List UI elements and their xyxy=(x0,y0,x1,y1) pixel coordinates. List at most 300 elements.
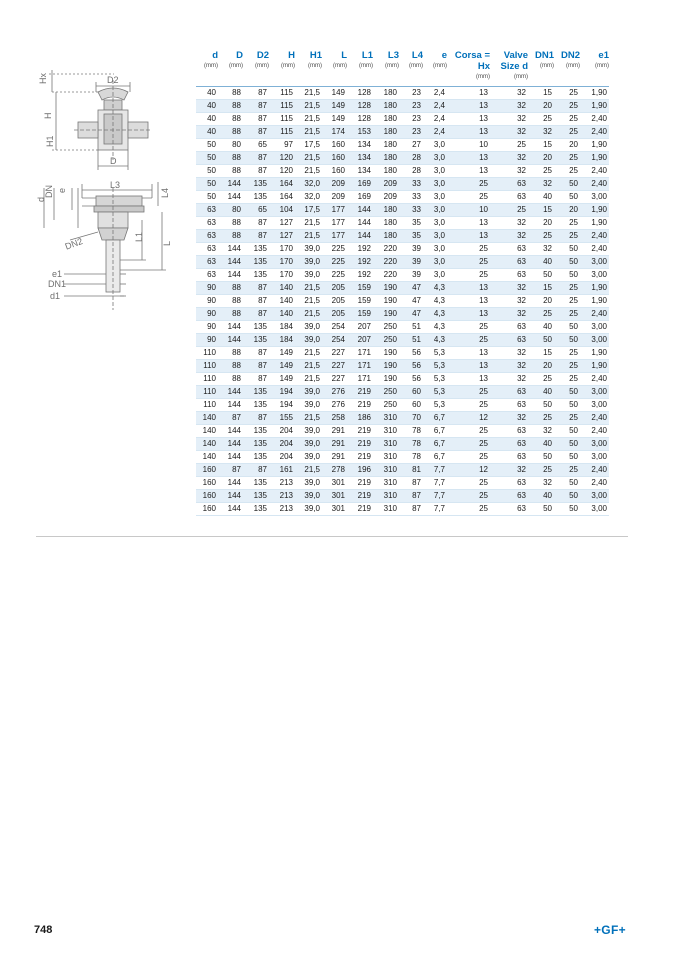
column-name: DN2 xyxy=(560,50,580,61)
column-unit: (mm) xyxy=(433,63,447,69)
column-unit: (mm) xyxy=(255,63,269,69)
table-cell: 135 xyxy=(243,320,269,333)
table-cell: 60 xyxy=(399,398,423,411)
table-cell: 134 xyxy=(347,138,373,151)
table-cell: 50 xyxy=(554,190,580,203)
table-cell: 115 xyxy=(269,125,295,138)
table-cell: 140 xyxy=(196,424,218,437)
table-cell: 180 xyxy=(373,125,399,138)
table-cell: 20 xyxy=(528,294,554,307)
table-cell: 144 xyxy=(218,177,243,190)
table-cell: 87 xyxy=(218,463,243,476)
table-cell: 87 xyxy=(243,359,269,372)
table-cell: 204 xyxy=(269,437,295,450)
table-cell: 2,40 xyxy=(580,125,609,138)
table-cell: 204 xyxy=(269,450,295,463)
table-cell: 90 xyxy=(196,307,218,320)
table-cell: 144 xyxy=(218,476,243,489)
table-cell: 21,5 xyxy=(295,151,322,164)
table-cell: 87 xyxy=(243,307,269,320)
table-cell: 40 xyxy=(196,112,218,125)
table-cell: 12 xyxy=(447,411,490,424)
table-cell: 250 xyxy=(373,398,399,411)
table-cell: 50 xyxy=(196,164,218,177)
table-cell: 180 xyxy=(373,229,399,242)
table-cell: 135 xyxy=(243,398,269,411)
table-cell: 39,0 xyxy=(295,489,322,502)
table-cell: 35 xyxy=(399,216,423,229)
table-cell: 25 xyxy=(528,164,554,177)
table-cell: 7,7 xyxy=(423,489,447,502)
table-cell: 88 xyxy=(218,372,243,385)
table-cell: 23 xyxy=(399,112,423,125)
table-cell: 169 xyxy=(347,177,373,190)
table-cell: 2,4 xyxy=(423,99,447,112)
column-unit: (mm) xyxy=(540,63,554,69)
table-cell: 174 xyxy=(322,125,347,138)
table-cell: 87 xyxy=(243,411,269,424)
table-cell: 63 xyxy=(490,333,528,346)
table-cell: 1,90 xyxy=(580,216,609,229)
table-cell: 135 xyxy=(243,424,269,437)
table-cell: 2,40 xyxy=(580,229,609,242)
table-cell: 87 xyxy=(243,372,269,385)
column-name: L1 xyxy=(361,50,373,61)
table-cell: 291 xyxy=(322,424,347,437)
table-cell: 20 xyxy=(554,203,580,216)
column-unit: (mm) xyxy=(409,63,423,69)
table-cell: 180 xyxy=(373,138,399,151)
table-cell: 110 xyxy=(196,346,218,359)
table-cell: 190 xyxy=(373,372,399,385)
table-cell: 39,0 xyxy=(295,255,322,268)
table-row xyxy=(196,450,609,463)
table-cell: 17,5 xyxy=(295,203,322,216)
table-cell: 177 xyxy=(322,229,347,242)
table-cell: 88 xyxy=(218,359,243,372)
table-cell: 50 xyxy=(554,450,580,463)
table-cell: 144 xyxy=(218,242,243,255)
table-cell: 25 xyxy=(447,476,490,489)
table-cell: 40 xyxy=(528,320,554,333)
table-cell: 39,0 xyxy=(295,268,322,281)
table-cell: 35 xyxy=(399,229,423,242)
table-cell: 97 xyxy=(269,138,295,151)
table-cell: 13 xyxy=(447,125,490,138)
table-cell: 3,0 xyxy=(423,255,447,268)
table-cell: 135 xyxy=(243,450,269,463)
table-cell: 3,0 xyxy=(423,242,447,255)
table-cell: 32 xyxy=(490,125,528,138)
table-cell: 1,90 xyxy=(580,138,609,151)
table-cell: 2,40 xyxy=(580,463,609,476)
table-cell: 32 xyxy=(490,112,528,125)
table-cell: 180 xyxy=(373,203,399,216)
table-cell: 110 xyxy=(196,359,218,372)
table-cell: 135 xyxy=(243,502,269,515)
table-row xyxy=(196,242,609,255)
table-cell: 180 xyxy=(373,112,399,125)
table-cell: 88 xyxy=(218,164,243,177)
table-cell: 32 xyxy=(528,125,554,138)
table-cell: 25 xyxy=(554,411,580,424)
table-cell: 40 xyxy=(196,125,218,138)
table-cell: 2,40 xyxy=(580,177,609,190)
table-row xyxy=(196,138,609,151)
label-dn: DN xyxy=(44,185,54,198)
column-unit: (mm) xyxy=(514,74,528,80)
column-unit: (mm) xyxy=(204,63,218,69)
table-cell: 160 xyxy=(196,502,218,515)
table-cell: 205 xyxy=(322,281,347,294)
table-cell: 13 xyxy=(447,281,490,294)
table-cell: 15 xyxy=(528,203,554,216)
table-cell: 2,40 xyxy=(580,164,609,177)
table-cell: 10 xyxy=(447,138,490,151)
column-name: Valve xyxy=(503,50,528,61)
table-cell: 40 xyxy=(528,190,554,203)
table-cell: 1,90 xyxy=(580,346,609,359)
table-cell: 140 xyxy=(196,450,218,463)
table-cell: 13 xyxy=(447,372,490,385)
table-cell: 190 xyxy=(373,346,399,359)
table-cell: 190 xyxy=(373,307,399,320)
table-cell: 144 xyxy=(218,450,243,463)
table-cell: 13 xyxy=(447,216,490,229)
table-cell: 63 xyxy=(196,216,218,229)
table-cell: 25 xyxy=(447,320,490,333)
table-cell: 144 xyxy=(218,320,243,333)
table-header-row xyxy=(196,49,609,86)
table-cell: 196 xyxy=(347,463,373,476)
table-cell: 171 xyxy=(347,346,373,359)
table-cell: 88 xyxy=(218,216,243,229)
table-cell: 144 xyxy=(218,437,243,450)
table-row xyxy=(196,125,609,138)
table-cell: 159 xyxy=(347,281,373,294)
table-cell: 3,0 xyxy=(423,229,447,242)
table-cell: 50 xyxy=(554,437,580,450)
table-cell: 3,00 xyxy=(580,437,609,450)
table-row xyxy=(196,359,609,372)
table-cell: 25 xyxy=(447,385,490,398)
table-cell: 1,90 xyxy=(580,86,609,99)
table-cell: 39,0 xyxy=(295,242,322,255)
table-cell: 186 xyxy=(347,411,373,424)
table-cell: 20 xyxy=(528,151,554,164)
table-cell: 78 xyxy=(399,424,423,437)
column-name: L4 xyxy=(411,50,423,61)
table-cell: 21,5 xyxy=(295,99,322,112)
table-cell: 160 xyxy=(322,138,347,151)
table-cell: 1,90 xyxy=(580,281,609,294)
table-cell: 135 xyxy=(243,190,269,203)
table-cell: 135 xyxy=(243,489,269,502)
table-cell: 50 xyxy=(528,502,554,515)
table-cell: 20 xyxy=(528,99,554,112)
table-cell: 209 xyxy=(373,177,399,190)
table-cell: 47 xyxy=(399,294,423,307)
table-cell: 50 xyxy=(554,333,580,346)
table-cell: 50 xyxy=(554,268,580,281)
table-cell: 2,40 xyxy=(580,242,609,255)
column-name: Corsa = xyxy=(454,50,490,61)
table-row xyxy=(196,99,609,112)
table-cell: 160 xyxy=(196,476,218,489)
table-cell: 25 xyxy=(447,398,490,411)
table-cell: 60 xyxy=(399,385,423,398)
table-row xyxy=(196,463,609,476)
table-cell: 87 xyxy=(243,164,269,177)
table-cell: 104 xyxy=(269,203,295,216)
table-cell: 3,00 xyxy=(580,333,609,346)
table-cell: 6,7 xyxy=(423,411,447,424)
table-cell: 220 xyxy=(373,242,399,255)
table-cell: 3,0 xyxy=(423,164,447,177)
table-cell: 25 xyxy=(447,502,490,515)
table-row xyxy=(196,203,609,216)
table-cell: 25 xyxy=(447,333,490,346)
table-cell: 39,0 xyxy=(295,320,322,333)
table-cell: 2,4 xyxy=(423,112,447,125)
column-unit: (mm) xyxy=(385,63,399,69)
table-cell: 39,0 xyxy=(295,385,322,398)
table-cell: 25 xyxy=(528,112,554,125)
table-cell: 25 xyxy=(528,229,554,242)
table-cell: 87 xyxy=(243,281,269,294)
table-cell: 15 xyxy=(528,86,554,99)
table-cell: 184 xyxy=(269,333,295,346)
table-row xyxy=(196,177,609,190)
table-row xyxy=(196,151,609,164)
table-cell: 7,7 xyxy=(423,463,447,476)
table-cell: 13 xyxy=(447,151,490,164)
table-cell: 164 xyxy=(269,190,295,203)
table-cell: 13 xyxy=(447,346,490,359)
column-header xyxy=(196,49,218,86)
table-cell: 32 xyxy=(490,99,528,112)
table-cell: 27 xyxy=(399,138,423,151)
table-cell: 6,7 xyxy=(423,450,447,463)
column-unit: (mm) xyxy=(359,63,373,69)
table-cell: 88 xyxy=(218,86,243,99)
table-cell: 2,40 xyxy=(580,424,609,437)
table-cell: 301 xyxy=(322,489,347,502)
table-cell: 5,3 xyxy=(423,372,447,385)
table-cell: 135 xyxy=(243,437,269,450)
label-dn2: DN2 xyxy=(63,236,85,252)
table-cell: 3,0 xyxy=(423,190,447,203)
table-cell: 140 xyxy=(269,281,295,294)
table-cell: 128 xyxy=(347,112,373,125)
table-cell: 40 xyxy=(528,489,554,502)
table-cell: 50 xyxy=(554,424,580,437)
table-cell: 310 xyxy=(373,450,399,463)
table-cell: 127 xyxy=(269,216,295,229)
table-cell: 144 xyxy=(347,229,373,242)
table-row xyxy=(196,398,609,411)
table-cell: 171 xyxy=(347,359,373,372)
table-cell: 219 xyxy=(347,437,373,450)
table-cell: 135 xyxy=(243,268,269,281)
column-name: L xyxy=(341,50,347,61)
table-cell: 32 xyxy=(490,411,528,424)
table-cell: 1,90 xyxy=(580,151,609,164)
table-cell: 144 xyxy=(347,203,373,216)
table-cell: 155 xyxy=(269,411,295,424)
table-cell: 25 xyxy=(447,489,490,502)
table-cell: 63 xyxy=(490,320,528,333)
table-cell: 227 xyxy=(322,346,347,359)
table-cell: 169 xyxy=(347,190,373,203)
column-header xyxy=(269,49,295,86)
table-cell: 13 xyxy=(447,99,490,112)
valve-dimension-drawing xyxy=(34,70,192,320)
table-cell: 4,3 xyxy=(423,333,447,346)
table-cell: 25 xyxy=(554,359,580,372)
table-cell: 13 xyxy=(447,164,490,177)
table-cell: 3,00 xyxy=(580,268,609,281)
table-cell: 110 xyxy=(196,398,218,411)
table-cell: 4,3 xyxy=(423,294,447,307)
table-cell: 120 xyxy=(269,164,295,177)
column-name: H xyxy=(288,50,295,61)
table-cell: 7,7 xyxy=(423,502,447,515)
table-cell: 25 xyxy=(447,190,490,203)
table-cell: 135 xyxy=(243,255,269,268)
label-d2: D2 xyxy=(107,75,119,85)
table-cell: 110 xyxy=(196,372,218,385)
table-cell: 39,0 xyxy=(295,333,322,346)
table-cell: 21,5 xyxy=(295,112,322,125)
table-cell: 50 xyxy=(196,138,218,151)
table-row xyxy=(196,229,609,242)
table-cell: 87 xyxy=(243,216,269,229)
table-cell: 32 xyxy=(490,164,528,177)
table-cell: 115 xyxy=(269,86,295,99)
table-cell: 180 xyxy=(373,99,399,112)
table-cell: 144 xyxy=(218,255,243,268)
table-cell: 20 xyxy=(528,216,554,229)
label-hx: Hx xyxy=(38,73,48,84)
table-cell: 20 xyxy=(528,359,554,372)
table-cell: 25 xyxy=(554,346,580,359)
table-cell: 2,40 xyxy=(580,476,609,489)
table-cell: 310 xyxy=(373,489,399,502)
table-cell: 25 xyxy=(447,255,490,268)
table-cell: 225 xyxy=(322,268,347,281)
label-l3: L3 xyxy=(110,180,121,190)
table-cell: 225 xyxy=(322,242,347,255)
table-cell: 149 xyxy=(269,372,295,385)
table-cell: 219 xyxy=(347,424,373,437)
table-cell: 310 xyxy=(373,411,399,424)
table-cell: 87 xyxy=(243,86,269,99)
table-cell: 81 xyxy=(399,463,423,476)
table-cell: 192 xyxy=(347,268,373,281)
table-cell: 50 xyxy=(528,268,554,281)
table-cell: 50 xyxy=(554,489,580,502)
table-cell: 13 xyxy=(447,229,490,242)
table-cell: 4,3 xyxy=(423,320,447,333)
table-cell: 149 xyxy=(322,86,347,99)
table-cell: 21,5 xyxy=(295,86,322,99)
table-cell: 78 xyxy=(399,450,423,463)
table-cell: 25 xyxy=(528,372,554,385)
table-cell: 63 xyxy=(490,242,528,255)
table-cell: 63 xyxy=(490,437,528,450)
table-cell: 5,3 xyxy=(423,346,447,359)
table-cell: 32 xyxy=(490,294,528,307)
table-cell: 171 xyxy=(347,372,373,385)
column-header xyxy=(373,49,399,86)
column-name-line2: Size d xyxy=(500,61,528,72)
table-cell: 40 xyxy=(528,255,554,268)
table-cell: 160 xyxy=(196,489,218,502)
table-cell: 39,0 xyxy=(295,398,322,411)
table-cell: 177 xyxy=(322,216,347,229)
table-cell: 25 xyxy=(554,294,580,307)
column-name: D2 xyxy=(256,50,269,61)
table-cell: 32 xyxy=(490,307,528,320)
table-cell: 39 xyxy=(399,268,423,281)
table-cell: 87 xyxy=(243,229,269,242)
table-row xyxy=(196,333,609,346)
table-cell: 39,0 xyxy=(295,450,322,463)
table-cell: 258 xyxy=(322,411,347,424)
table-cell: 2,4 xyxy=(423,86,447,99)
table-cell: 25 xyxy=(554,151,580,164)
table-cell: 190 xyxy=(373,281,399,294)
table-cell: 25 xyxy=(528,463,554,476)
table-cell: 50 xyxy=(554,398,580,411)
label-big-d: D xyxy=(110,156,117,166)
table-cell: 207 xyxy=(347,333,373,346)
table-cell: 144 xyxy=(218,424,243,437)
table-cell: 65 xyxy=(243,138,269,151)
column-name: DN1 xyxy=(534,50,554,61)
table-cell: 87 xyxy=(399,502,423,515)
table-cell: 63 xyxy=(490,424,528,437)
table-cell: 21,5 xyxy=(295,346,322,359)
table-cell: 6,7 xyxy=(423,424,447,437)
table-cell: 301 xyxy=(322,502,347,515)
table-cell: 32 xyxy=(490,229,528,242)
table-cell: 2,40 xyxy=(580,307,609,320)
table-cell: 63 xyxy=(196,229,218,242)
table-cell: 87 xyxy=(243,346,269,359)
label-dn1: DN1 xyxy=(48,279,67,289)
table-cell: 25 xyxy=(447,242,490,255)
table-cell: 2,40 xyxy=(580,372,609,385)
table-cell: 32 xyxy=(528,177,554,190)
table-cell: 3,0 xyxy=(423,216,447,229)
table-cell: 40 xyxy=(196,86,218,99)
table-cell: 192 xyxy=(347,255,373,268)
table-cell: 25 xyxy=(447,437,490,450)
table-cell: 135 xyxy=(243,476,269,489)
table-cell: 63 xyxy=(490,268,528,281)
table-cell: 219 xyxy=(347,476,373,489)
table-cell: 291 xyxy=(322,450,347,463)
table-cell: 194 xyxy=(269,398,295,411)
table-cell: 144 xyxy=(218,385,243,398)
label-e1: e1 xyxy=(52,269,63,279)
table-cell: 50 xyxy=(196,151,218,164)
table-cell: 50 xyxy=(554,385,580,398)
table-cell: 25 xyxy=(447,268,490,281)
table-cell: 51 xyxy=(399,320,423,333)
